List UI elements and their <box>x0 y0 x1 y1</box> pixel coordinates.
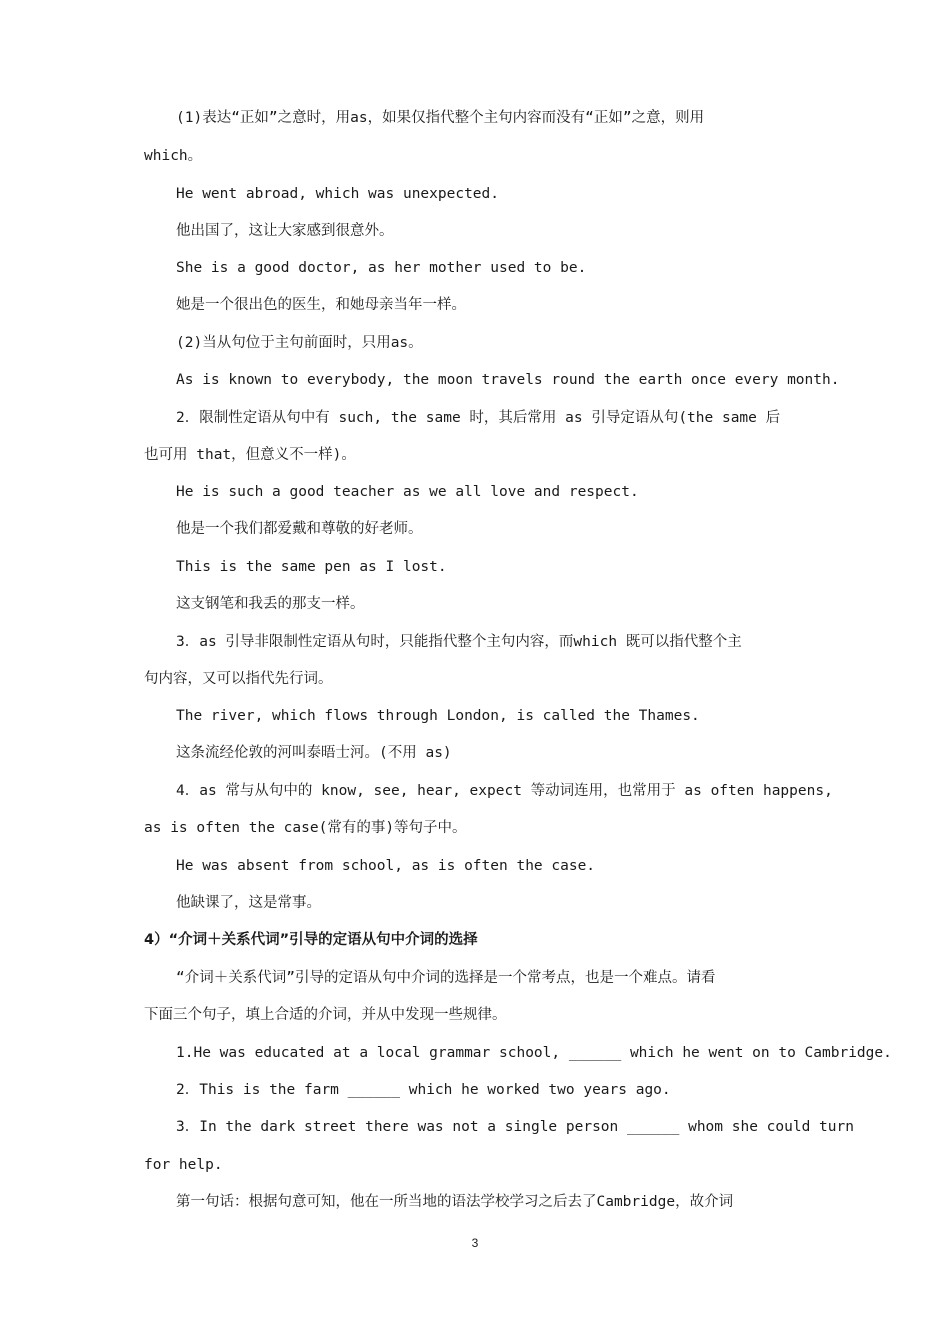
text-line: 也可用 that，但意义不一样)。 <box>144 447 356 463</box>
text-line: He is such a good teacher as we all love and respect. <box>176 484 639 500</box>
text-line: 句内容，又可以指代先行词。 <box>144 671 333 687</box>
text-line: He was absent from school, as is often the case. <box>176 858 596 874</box>
text-line: As is known to everybody, the moon travels round the earth once every month. <box>176 372 840 388</box>
text-line: 3．as 引导非限制性定语从句时，只能指代整个主句内容，而which 既可以指代整个主 <box>176 634 742 650</box>
text-line: (1)表达“正如”之意时，用as，如果仅指代整个主句内容而没有“正如”之意，则用 <box>176 110 705 126</box>
text-line: 下面三个句子，填上合适的介词，并从中发现一些规律。 <box>144 1007 507 1023</box>
text-line: The river, which flows through London, is called the Thames. <box>176 708 700 724</box>
text-line: 他是一个我们都爱戴和尊敬的好老师。 <box>176 521 423 537</box>
text-line: This is the same pen as I lost. <box>176 559 447 575</box>
page-number: 3 <box>471 1236 479 1250</box>
text-line: for help. <box>144 1157 223 1173</box>
text-line: (2)当从句位于主句前面时，只用as。 <box>176 335 423 351</box>
text-line: 他出国了，这让大家感到很意外。 <box>176 223 394 239</box>
text-line: 3．In the dark street there was not a single person ______ whom she could turn <box>176 1119 854 1135</box>
text-line: 她是一个很出色的医生，和她母亲当年一样。 <box>176 297 466 313</box>
text-line: “介词＋关系代词”引导的定语从句中介词的选择是一个常考点，也是一个难点。请看 <box>176 970 716 986</box>
text-line: 他缺课了，这是常事。 <box>176 895 321 911</box>
text-line: 2．限制性定语从句中有 such, the same 时，其后常用 as 引导定语从句(the same 后 <box>176 410 781 426</box>
text-line: 1.He was educated at a local grammar school, ______ which he went on to Cambridge. <box>176 1045 892 1061</box>
text-line: 4．as 常与从句中的 know, see, hear, expect 等动词连用，也常用于 as often happens, <box>176 783 833 799</box>
text-line: which。 <box>144 148 203 164</box>
text-line: 这条流经伦敦的河叫泰晤士河。(不用 as) <box>176 745 452 761</box>
text-line: 第一句话：根据句意可知，他在一所当地的语法学校学习之后去了Cambridge，故介词 <box>176 1194 734 1210</box>
text-line: 2．This is the farm ______ which he worked two years ago. <box>176 1082 671 1098</box>
section-heading: 4）“介词＋关系代词”引导的定语从句中介词的选择 <box>144 932 478 948</box>
text-line: He went abroad, which was unexpected. <box>176 186 500 202</box>
text-line: She is a good doctor, as her mother used to be. <box>176 260 587 276</box>
text-line: 这支钢笔和我丢的那支一样。 <box>176 596 365 612</box>
text-line: as is often the case(常有的事)等句子中。 <box>144 820 467 836</box>
